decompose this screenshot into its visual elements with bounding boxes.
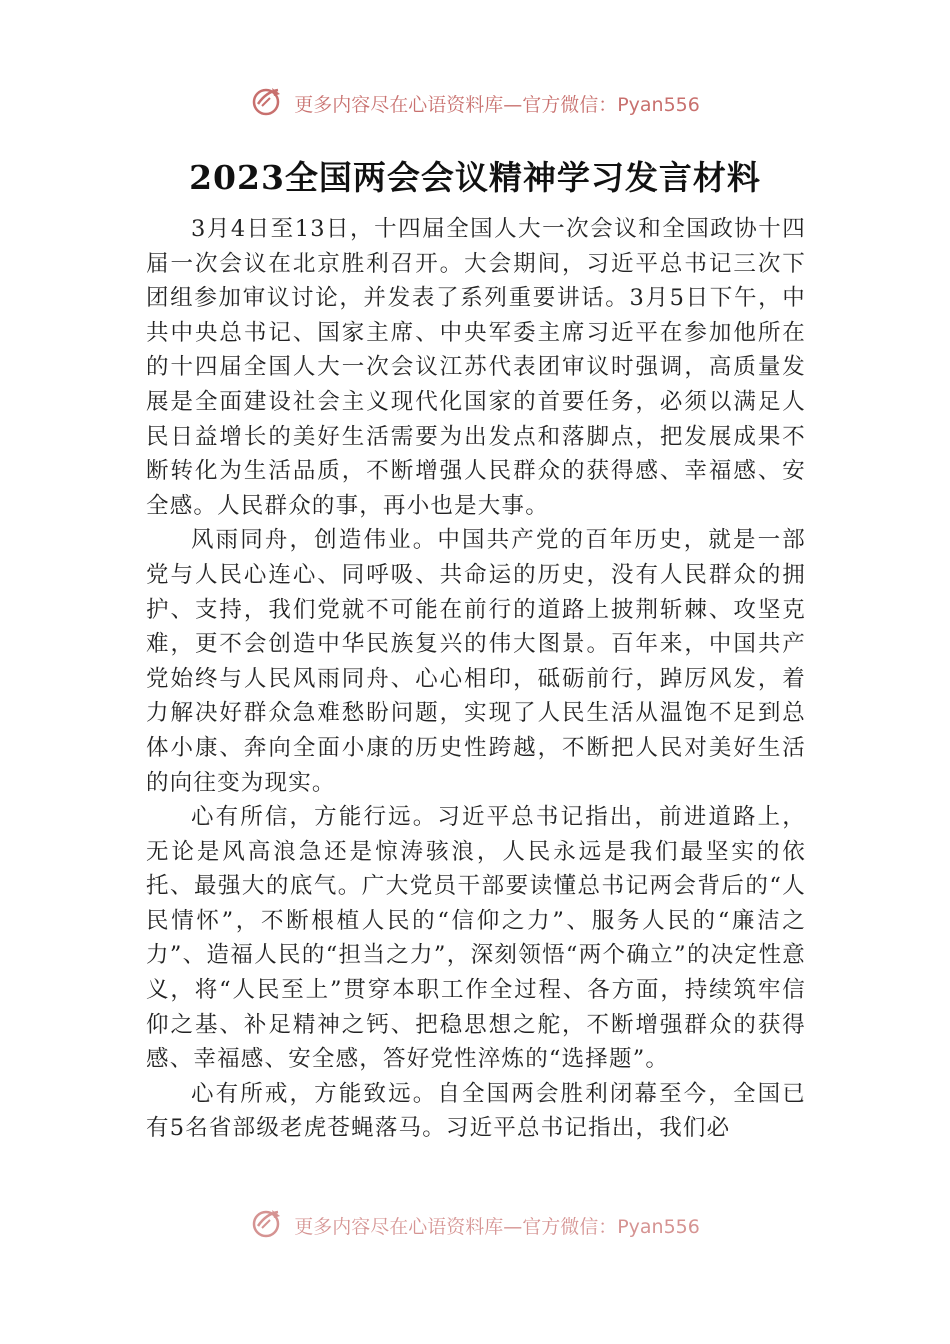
watermark-text: 更多内容尽在心语资料库—官方微信：Pyan556	[294, 94, 700, 116]
watermark-footer	[0, 1206, 950, 1245]
logo-icon	[250, 1206, 284, 1245]
watermark-header	[0, 84, 950, 123]
logo-icon	[250, 84, 284, 123]
document-body	[146, 212, 806, 1146]
paragraph-2: 风雨同舟，创造伟业。中国共产党的百年历史，就是一部党与人民心连心、同呼吸、共命运的历史，没有人民群众的拥护、支持，我们党就不可能在前行的道路上披荆斩棘、攻坚克难，更不会创造中华民族复兴的伟大图景。百年来，中国共产党始终与人民风雨同舟、心心相印，砥砺前行，踔厉风发，着力解决好群众急难愁盼问题，实现了人民生活从温饱不足到总体小康、奔向全面小康的历史性跨越，不断把人民对美好生活的向往变为现实。	[146, 527, 806, 796]
document-title: 2023全国两会会议精神学习发言材料	[189, 158, 761, 197]
paragraph-3: 心有所信，方能行远。习近平总书记指出，前进道路上，无论是风高浪急还是惊涛骇浪，人民永远是我们最坚实的依托、最强大的底气。广大党员干部要读懂总书记两会背后的“人民情怀”，不断根植人民的“信仰之力”、服务人民的“廉洁之力”、造福人民的“担当之力”，深刻领悟“两个确立”的决定性意义，将“人民至上”贯穿本职工作全过程、各方面，持续筑牢信仰之基、补足精神之钙、把稳思想之舵，不断增强群众的获得感、幸福感、安全感，答好党性淬炼的“选择题”。	[146, 804, 806, 1073]
watermark-text: 更多内容尽在心语资料库—官方微信：Pyan556	[294, 1216, 700, 1238]
paragraph-1: 3月4日至13日，十四届全国人大一次会议和全国政协十四届一次会议在北京胜利召开。大会期间，习近平总书记三次下团组参加审议讨论，并发表了系列重要讲话。3月5日下午，中共中央总书记、国家主席、中央军委主席习近平在参加他所在的十四届全国人大一次会议江苏代表团审议时强调，高质量发展是全面建设社会主义现代化国家的首要任务，必须以满足人民日益增长的美好生活需要为出发点和落脚点，把发展成果不断转化为生活品质，不断增强人民群众的获得感、幸福感、安全感。人民群众的事，再小也是大事。	[146, 216, 806, 519]
paragraph-4: 心有所戒，方能致远。自全国两会胜利闭幕至今，全国已有5名省部级老虎苍蝇落马。习近平总书记指出，我们必	[146, 1080, 806, 1142]
